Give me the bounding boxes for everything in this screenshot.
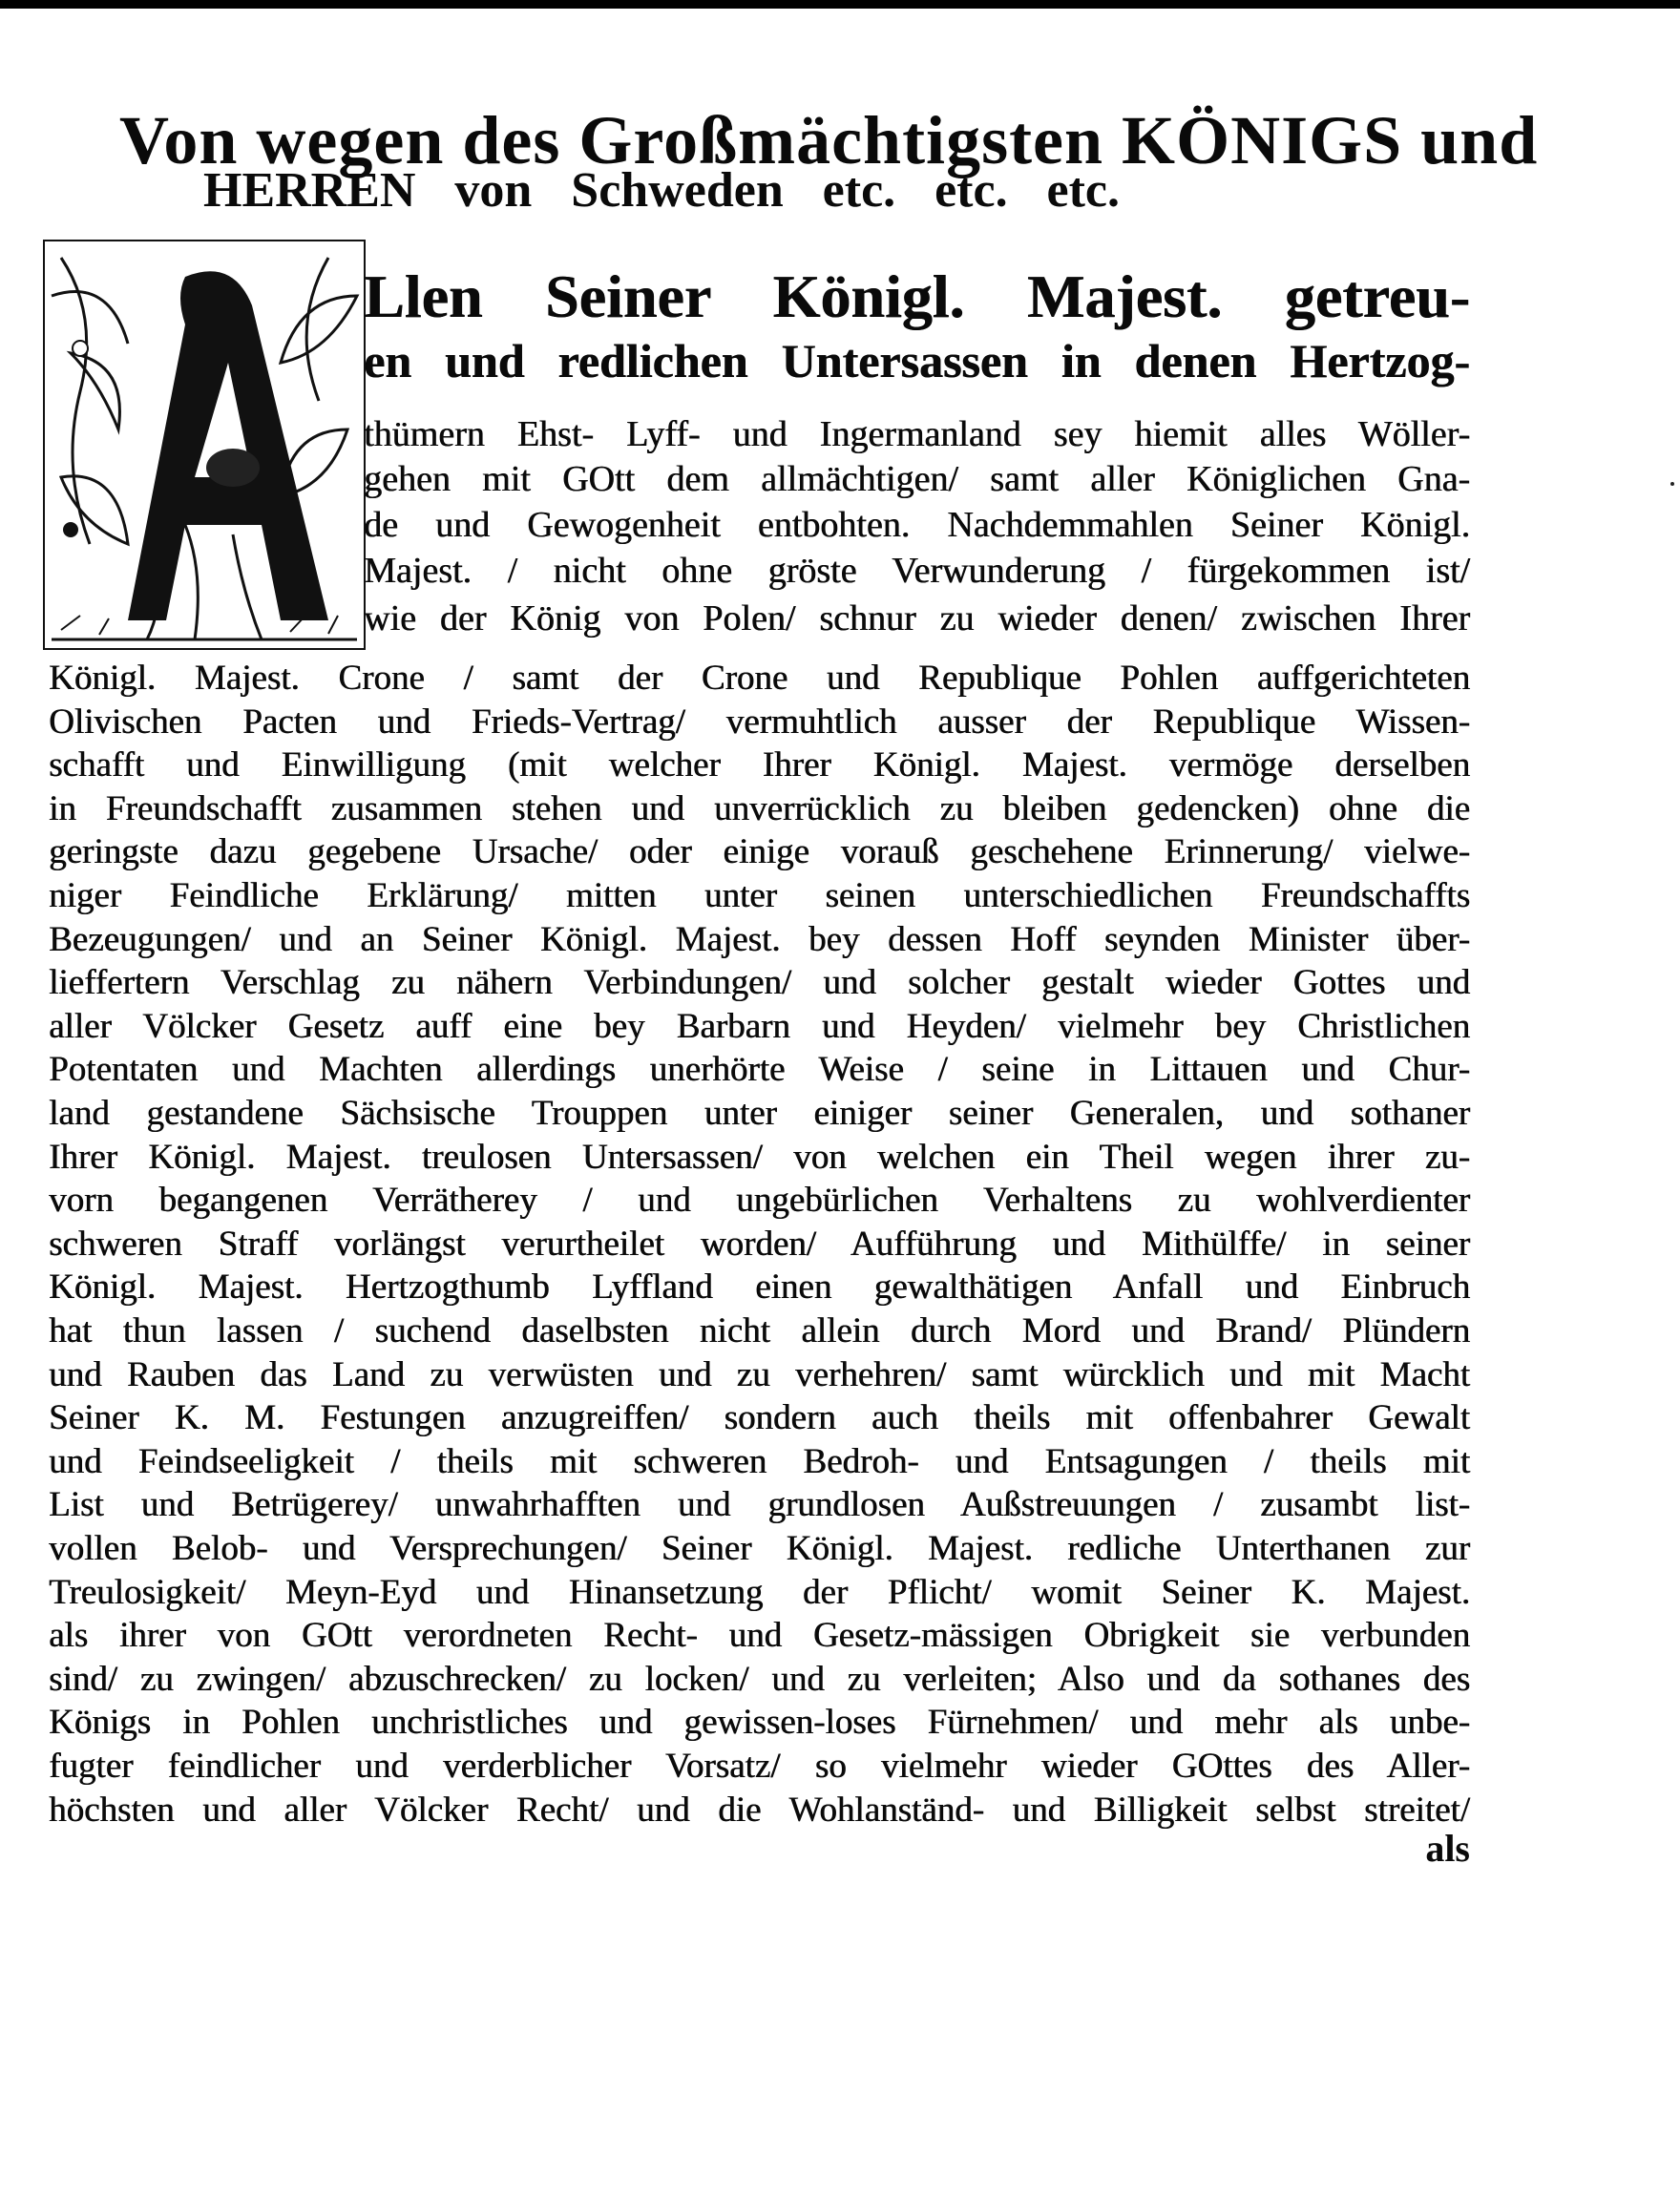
text-line: Königl. Majest. Crone / samt der Crone und Republique Pohlen auffgerichteten [49, 659, 1470, 698]
text-line: Bezeugungen/ und an Seiner Königl. Majest. bey dessen Hoff seynden Minister über- [49, 919, 1470, 959]
scan-speck [1670, 482, 1674, 486]
text-line: in Freundschafft zusammen stehen und unverrücklich zu bleiben gedencken) ohne die [49, 788, 1470, 828]
text-line: Königl. Majest. Hertzogthumb Lyffland einen gewalthätigen Anfall und Einbruch [49, 1267, 1470, 1308]
text-line: Llen Seiner Königl. Majest. getreu- [364, 262, 1470, 330]
text-line: Majest. / nicht ohne gröste Verwunderung / fürgekommen ist/ [364, 551, 1470, 591]
text-line: Olivischen Pacten und Frieds-Vertrag/ vermuhtlich ausser der Republique Wissen- [49, 702, 1470, 742]
text-line: und Rauben das Land zu verwüsten und zu verhehren/ samt würcklich und mit Macht [49, 1354, 1470, 1394]
heading-line-1: Von wegen des Großmächtigsten KÖNIGS und [119, 102, 1539, 178]
text-line: de und Gewogenheit entbohten. Nachdemmahlen Seiner Königl. [364, 505, 1470, 545]
text-line: Ihrer Königl. Majest. treulosen Untersassen/ von welchen ein Theil wegen ihrer zu- [49, 1137, 1470, 1177]
text-line: Potentaten und Machten allerdings unerhörte Weise / seine in Littauen und Chur- [49, 1050, 1470, 1090]
text-line: als ihrer von GOtt verordneten Recht- und Gesetz-mässigen Obrigkeit sie verbunden [49, 1616, 1470, 1656]
catchword: als [1425, 1827, 1470, 1870]
text-line: wie der König von Polen/ schnur zu wieder denen/ zwischen Ihrer [364, 598, 1470, 639]
text-line: Königs in Pohlen unchristliches und gewissen-loses Fürnehmen/ und mehr als unbe- [49, 1703, 1470, 1743]
text-line: List und Betrügerey/ unwahrhafften und grundlosen Außstreuungen / zusambt list- [49, 1485, 1470, 1525]
text-line: lieffertern Verschlag zu nähern Verbindungen/ und solcher gestalt wieder Gottes und [49, 963, 1470, 1003]
text-line: fugter feindlicher und verderblicher Vorsatz/ so vielmehr wieder GOttes des Aller- [49, 1747, 1470, 1786]
woodcut-initial-a-icon [42, 239, 367, 651]
text-line: vorn begangenen Verrätherey / und ungebürlichen Verhaltens zu wohlverdienter [49, 1181, 1470, 1221]
text-line: sind/ zu zwingen/ abzuschrecken/ zu locken/ und zu verleiten; Also und da sothanes des [49, 1659, 1470, 1699]
text-line: land gestandene Sächsische Trouppen unter einiger seiner Generalen, und sothaner [49, 1094, 1470, 1133]
text-line: Treulosigkeit/ Meyn-Eyd und Hinansetzung der Pflicht/ womit Seiner K. Majest. [49, 1572, 1470, 1612]
text-line: schafft und Einwilligung (mit welcher Ihrer Königl. Majest. vermöge derselben [49, 745, 1470, 785]
text-line: thümern Ehst- Lyff- und Ingermanland sey hiemit alles Wöller- [364, 414, 1470, 454]
text-line: hat thun lassen / suchend daselbsten nicht allein durch Mord und Brand/ Plündern [49, 1311, 1470, 1351]
text-line: geringste dazu gegebene Ursache/ oder einige vorauß geschehene Erinnerung/ vielwe- [49, 832, 1470, 872]
text-line: vollen Belob- und Versprechungen/ Seiner Königl. Majest. redliche Unterthanen zur [49, 1529, 1470, 1568]
text-line: Seiner K. M. Festungen anzugreiffen/ sondern auch theils mit offenbahrer Gewalt [49, 1398, 1470, 1438]
heading-line-2: HERREN von Schweden etc. etc. etc. [203, 163, 1120, 218]
text-line: höchsten und aller Völcker Recht/ und die Wohlanständ- und Billigkeit selbst streitet/ [49, 1790, 1470, 1830]
text-line: und Feindseeligkeit / theils mit schweren Bedroh- und Entsagungen / theils mit [49, 1441, 1470, 1481]
text-line: schweren Straff vorlängst verurtheilet worden/ Aufführung und Mithülffe/ in seiner [49, 1224, 1470, 1264]
text-line: gehen mit GOtt dem allmächtigen/ samt aller Königlichen Gna- [364, 459, 1470, 499]
text-line: en und redlichen Untersassen in denen Hertzog- [364, 334, 1470, 387]
initial-letter: A [42, 239, 43, 240]
text-line: niger Feindliche Erklärung/ mitten unter seinen unterschiedlichen Freundschaffts [49, 876, 1470, 915]
scan-top-border [0, 0, 1680, 9]
ornamental-initial-woodcut [42, 239, 367, 651]
text-line: aller Völcker Gesetz auff eine bey Barbarn und Heyden/ vielmehr bey Christlichen [49, 1006, 1470, 1046]
